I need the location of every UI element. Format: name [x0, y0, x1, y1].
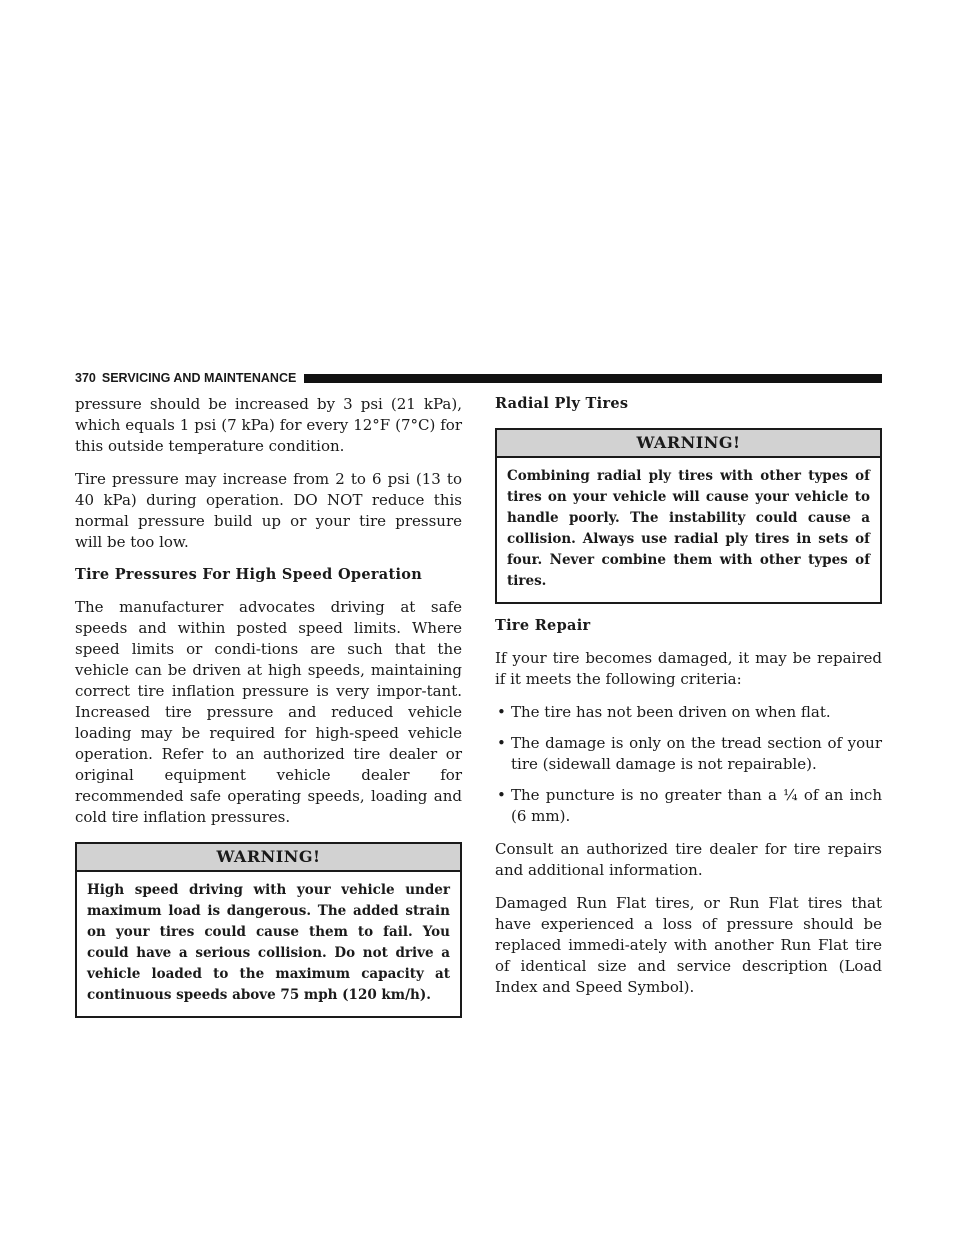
paragraph: Damaged Run Flat tires, or Run Flat tires that have experienced a loss of pressure should be replaced immedi-ately with another Run Flat tire of identical size and service description (Load Index and Speed Symbol). — [495, 894, 882, 996]
list-item: • The puncture is no greater than a ¼ of an inch (6 mm). — [495, 785, 882, 827]
warning-text: High speed driving with your vehicle under maximum load is dangerous. The added strain on your tires could cause them to fail. You could have a serious collision. Do not drive a vehicle loaded to the maximum capacity at continuous speeds above 75 mph (120 km/h). — [87, 882, 450, 1003]
warning-box — [75, 842, 462, 1018]
warning-title: WARNING! — [497, 430, 880, 458]
left-column — [75, 394, 462, 1030]
paragraph: pressure should be increased by 3 psi (21 kPa), which equals 1 psi (7 kPa) for every 12°F (7°C) for this outside temperature condition. — [75, 395, 462, 455]
section-heading: Tire Pressures For High Speed Operation — [75, 566, 423, 583]
paragraph: Consult an authorized tire dealer for tire repairs and additional information. — [495, 840, 882, 879]
list-item: • The tire has not been driven on when flat. — [495, 702, 882, 723]
paragraph: The manufacturer advocates driving at safe speeds and within posted speed limits. Where speed limits or condi-tions are such that the vehicle can be driven at high speeds, maintaining correct tire inflation pressure is very impor-tant. Increased tire pressure and reduced vehicle loading may be required for high-speed vehicle operation. Refer to an authorized tire dealer or original equipment vehicle dealer for recommended safe operating speeds, loading and cold tire inflation pressures. — [75, 598, 462, 826]
warning-title: WARNING! — [77, 844, 460, 872]
section-title: SERVICING AND MAINTENANCE — [101, 371, 297, 385]
paragraph: Tire pressure may increase from 2 to 6 psi (13 to 40 kPa) during operation. DO NOT reduce this normal pressure build up or your tire pressure will be too low. — [75, 470, 462, 551]
criteria-list — [495, 702, 882, 827]
paragraph: If your tire becomes damaged, it may be repaired if it meets the following criteria: — [495, 649, 882, 688]
warning-text: Combining radial ply tires with other types of tires on your vehicle will cause your vehicle to handle poorly. The instability could cause a collision. Always use radial ply tires in sets of four. Never combine them with other types of tires. — [507, 468, 870, 589]
page-number: 370 — [75, 371, 96, 385]
section-heading: Tire Repair — [495, 617, 591, 634]
right-column — [495, 394, 882, 1010]
page-header — [75, 370, 882, 386]
header-rule — [304, 374, 882, 383]
list-item: • The damage is only on the tread section of your tire (sidewall damage is not repairable). — [495, 733, 882, 775]
section-heading: Radial Ply Tires — [495, 395, 629, 412]
warning-box — [495, 428, 882, 604]
